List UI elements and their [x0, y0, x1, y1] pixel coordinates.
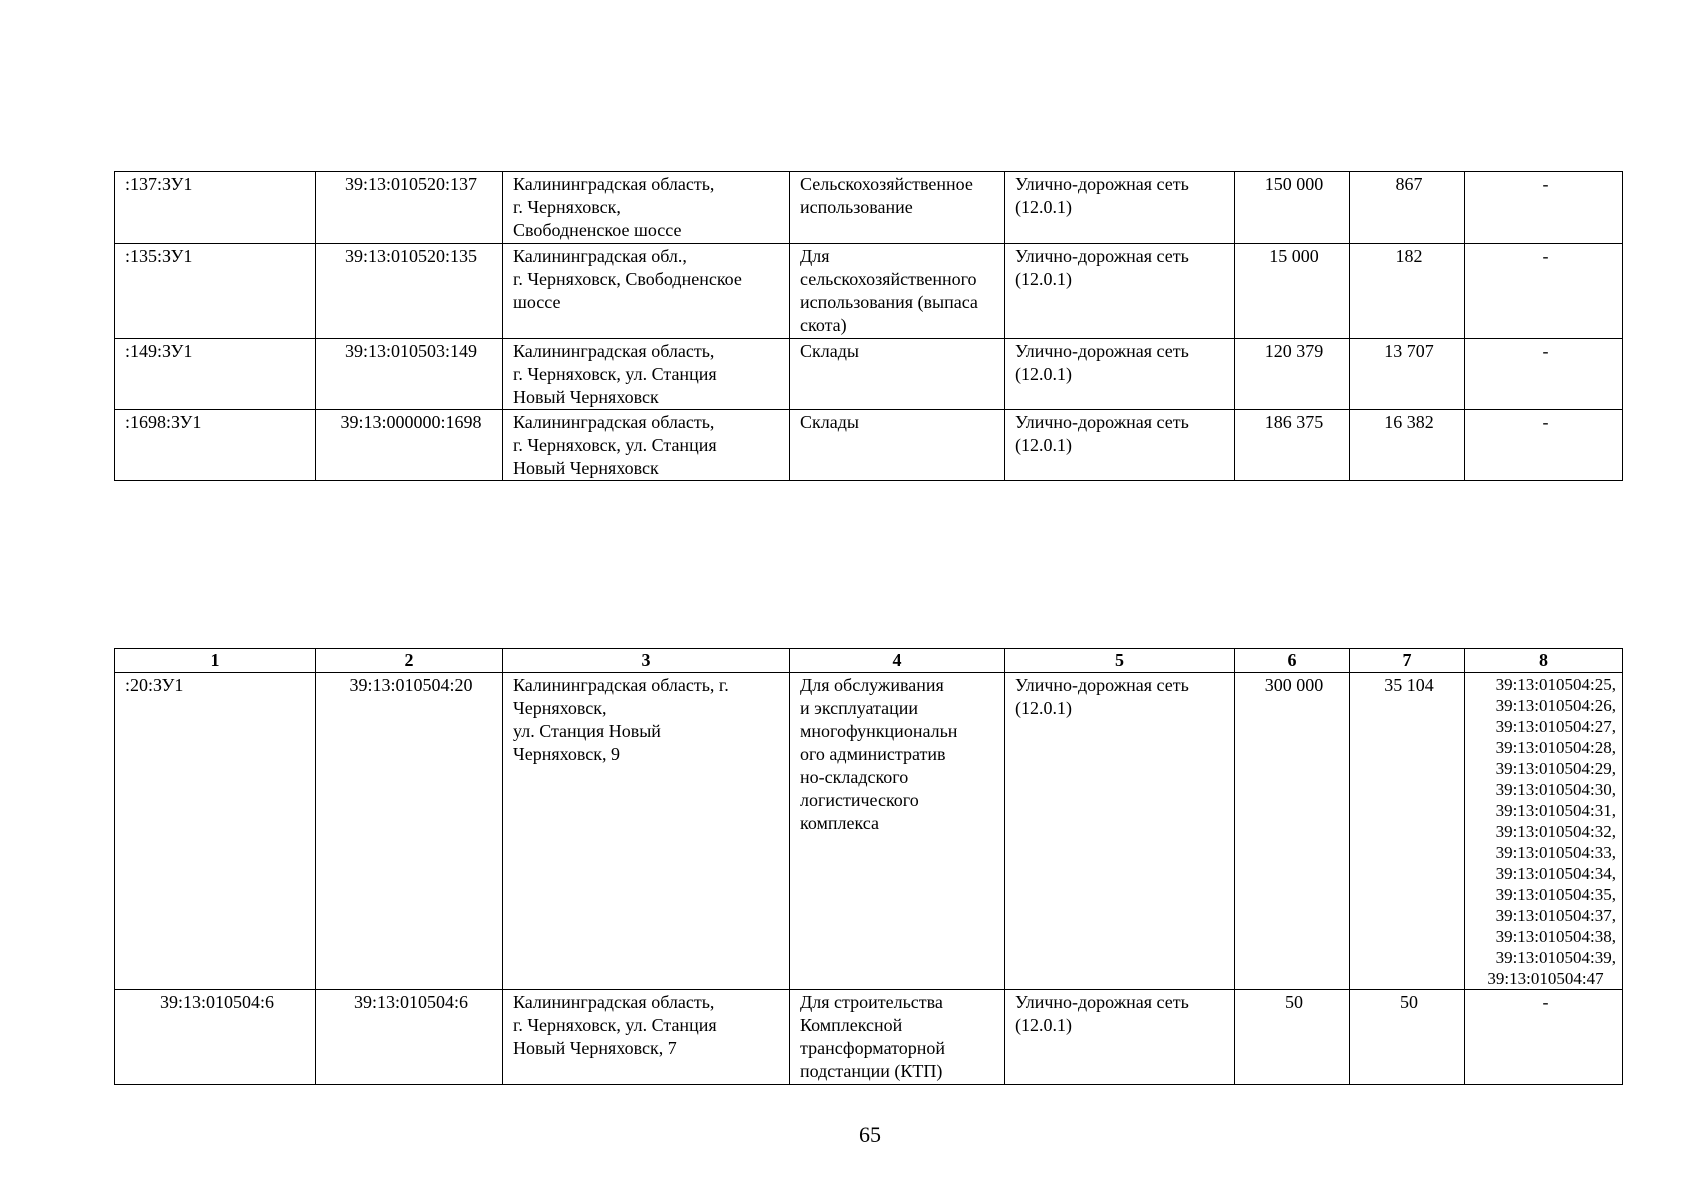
parcel-designation: :135:ЗУ1 — [115, 244, 316, 339]
address-line: Новый Черняховск — [513, 458, 659, 478]
table-row — [115, 990, 1623, 1085]
use-line: трансформаторной — [800, 1038, 945, 1058]
page-number: 65 — [859, 1122, 881, 1147]
planned-use-line: (12.0.1) — [1015, 269, 1072, 289]
planned-use-line: Улично-дорожная сеть — [1015, 341, 1189, 361]
address-line: г. Черняховск, Свободненское — [513, 269, 742, 289]
total-area: 186 375 — [1235, 410, 1350, 481]
bottom-parcel-table — [114, 648, 1623, 1085]
column-header-6: 6 — [1235, 649, 1350, 673]
current-use-cell — [790, 244, 1005, 339]
address-cell — [503, 339, 790, 410]
use-line: использование — [800, 197, 913, 217]
column-header-5: 5 — [1005, 649, 1235, 673]
column-header-3: 3 — [503, 649, 790, 673]
use-line: многофункциональн — [800, 721, 958, 741]
adjacent-parcel-number: 39:13:010504:39, — [1495, 948, 1616, 967]
table-row — [115, 172, 1623, 244]
planned-use-line: Улично-дорожная сеть — [1015, 675, 1189, 695]
cadastral-number: 39:13:010520:137 — [316, 172, 503, 244]
planned-use-cell — [1005, 990, 1235, 1085]
table-row — [115, 410, 1623, 481]
planned-use-line: (12.0.1) — [1015, 698, 1072, 718]
use-line: Склады — [800, 341, 859, 361]
planned-use-cell — [1005, 244, 1235, 339]
adjacent-parcels: - — [1465, 990, 1623, 1085]
planned-use-line: Улично-дорожная сеть — [1015, 412, 1189, 432]
use-line: Сельскохозяйственное — [800, 174, 973, 194]
use-line: ого административ — [800, 744, 946, 764]
use-line: логистического — [800, 790, 919, 810]
address-line: Калининградская обл., — [513, 246, 687, 266]
adjacent-parcel-number: 39:13:010504:34, — [1495, 864, 1616, 883]
withdrawn-area: 13 707 — [1350, 339, 1465, 410]
address-line: Черняховск, 9 — [513, 744, 621, 764]
address-line: Калининградская область, — [513, 341, 715, 361]
address-cell — [503, 244, 790, 339]
current-use-cell — [790, 410, 1005, 481]
use-line: использования (выпаса — [800, 292, 978, 312]
planned-use-line: (12.0.1) — [1015, 435, 1072, 455]
planned-use-line: Улично-дорожная сеть — [1015, 246, 1189, 266]
cadastral-number: 39:13:010520:135 — [316, 244, 503, 339]
adjacent-parcel-number: 39:13:010504:31, — [1495, 801, 1616, 820]
address-cell — [503, 990, 790, 1085]
address-line: Черняховск, — [513, 698, 607, 718]
current-use-cell — [790, 172, 1005, 244]
withdrawn-area: 182 — [1350, 244, 1465, 339]
adjacent-parcel-number: 39:13:010504:25, — [1495, 675, 1616, 694]
parcel-designation: :137:ЗУ1 — [115, 172, 316, 244]
table-row — [115, 244, 1623, 339]
adjacent-parcels: - — [1465, 410, 1623, 481]
address-line: шоссе — [513, 292, 561, 312]
use-line: Для обслуживания — [800, 675, 944, 695]
adjacent-parcel-number: 39:13:010504:32, — [1495, 822, 1616, 841]
adjacent-parcel-number: 39:13:010504:35, — [1495, 885, 1616, 904]
address-cell — [503, 172, 790, 244]
address-line: Калининградская область, — [513, 174, 715, 194]
address-cell — [503, 410, 790, 481]
cadastral-number: 39:13:010504:6 — [316, 990, 503, 1085]
planned-use-line: Улично-дорожная сеть — [1015, 992, 1189, 1012]
cadastral-number: 39:13:010503:149 — [316, 339, 503, 410]
current-use-cell — [790, 673, 1005, 990]
withdrawn-area: 867 — [1350, 172, 1465, 244]
adjacent-parcel-number: 39:13:010504:33, — [1495, 843, 1616, 862]
use-line: подстанции (КТП) — [800, 1061, 943, 1081]
address-line: г. Черняховск, ул. Станция — [513, 1015, 717, 1035]
adjacent-parcel-number: 39:13:010504:47 — [1487, 969, 1604, 988]
total-area: 150 000 — [1235, 172, 1350, 244]
adjacent-parcels — [1465, 673, 1623, 990]
withdrawn-area: 35 104 — [1350, 673, 1465, 990]
address-line: г. Черняховск, — [513, 197, 621, 217]
top-parcel-table — [114, 171, 1623, 481]
adjacent-parcel-number: 39:13:010504:27, — [1495, 717, 1616, 736]
current-use-cell — [790, 990, 1005, 1085]
use-line: Комплексной — [800, 1015, 903, 1035]
use-line: но-складского — [800, 767, 909, 787]
cadastral-number: 39:13:010504:20 — [316, 673, 503, 990]
planned-use-line: Улично-дорожная сеть — [1015, 174, 1189, 194]
parcel-designation: :20:ЗУ1 — [115, 673, 316, 990]
address-line: Новый Черняховск, 7 — [513, 1038, 677, 1058]
column-header-2: 2 — [316, 649, 503, 673]
column-header-4: 4 — [790, 649, 1005, 673]
address-line: ул. Станция Новый — [513, 721, 661, 741]
header-row — [115, 649, 1623, 673]
address-line: г. Черняховск, ул. Станция — [513, 364, 717, 384]
adjacent-parcel-number: 39:13:010504:37, — [1495, 906, 1616, 925]
use-line: Склады — [800, 412, 859, 432]
use-line: и эксплуатации — [800, 698, 919, 718]
parcel-designation: :1698:ЗУ1 — [115, 410, 316, 481]
total-area: 15 000 — [1235, 244, 1350, 339]
adjacent-parcel-number: 39:13:010504:29, — [1495, 759, 1616, 778]
planned-use-cell — [1005, 673, 1235, 990]
total-area: 300 000 — [1235, 673, 1350, 990]
adjacent-parcels: - — [1465, 339, 1623, 410]
adjacent-parcels: - — [1465, 244, 1623, 339]
adjacent-parcel-number: 39:13:010504:26, — [1495, 696, 1616, 715]
planned-use-cell — [1005, 410, 1235, 481]
planned-use-line: (12.0.1) — [1015, 1015, 1072, 1035]
table-row — [115, 339, 1623, 410]
column-header-8: 8 — [1465, 649, 1623, 673]
planned-use-cell — [1005, 172, 1235, 244]
adjacent-parcel-number: 39:13:010504:30, — [1495, 780, 1616, 799]
address-line: Калининградская область, — [513, 412, 715, 432]
adjacent-parcel-number: 39:13:010504:38, — [1495, 927, 1616, 946]
column-header-1: 1 — [115, 649, 316, 673]
withdrawn-area: 50 — [1350, 990, 1465, 1085]
address-line: Калининградская область, — [513, 992, 715, 1012]
address-line: г. Черняховск, ул. Станция — [513, 435, 717, 455]
planned-use-line: (12.0.1) — [1015, 364, 1072, 384]
address-cell — [503, 673, 790, 990]
planned-use-cell — [1005, 339, 1235, 410]
current-use-cell — [790, 339, 1005, 410]
use-line: скота) — [800, 315, 847, 335]
planned-use-line: (12.0.1) — [1015, 197, 1072, 217]
use-line: Для строительства — [800, 992, 943, 1012]
column-header-7: 7 — [1350, 649, 1465, 673]
address-line: Свободненское шоссе — [513, 220, 682, 240]
parcel-designation: 39:13:010504:6 — [115, 990, 316, 1085]
total-area: 50 — [1235, 990, 1350, 1085]
adjacent-parcel-number: 39:13:010504:28, — [1495, 738, 1616, 757]
use-line: сельскохозяйственного — [800, 269, 977, 289]
use-line: Для — [800, 246, 830, 266]
table-row — [115, 673, 1623, 990]
cadastral-number: 39:13:000000:1698 — [316, 410, 503, 481]
use-line: комплекса — [800, 813, 879, 833]
total-area: 120 379 — [1235, 339, 1350, 410]
parcel-designation: :149:ЗУ1 — [115, 339, 316, 410]
adjacent-parcels: - — [1465, 172, 1623, 244]
address-line: Калининградская область, г. — [513, 675, 729, 695]
address-line: Новый Черняховск — [513, 387, 659, 407]
withdrawn-area: 16 382 — [1350, 410, 1465, 481]
